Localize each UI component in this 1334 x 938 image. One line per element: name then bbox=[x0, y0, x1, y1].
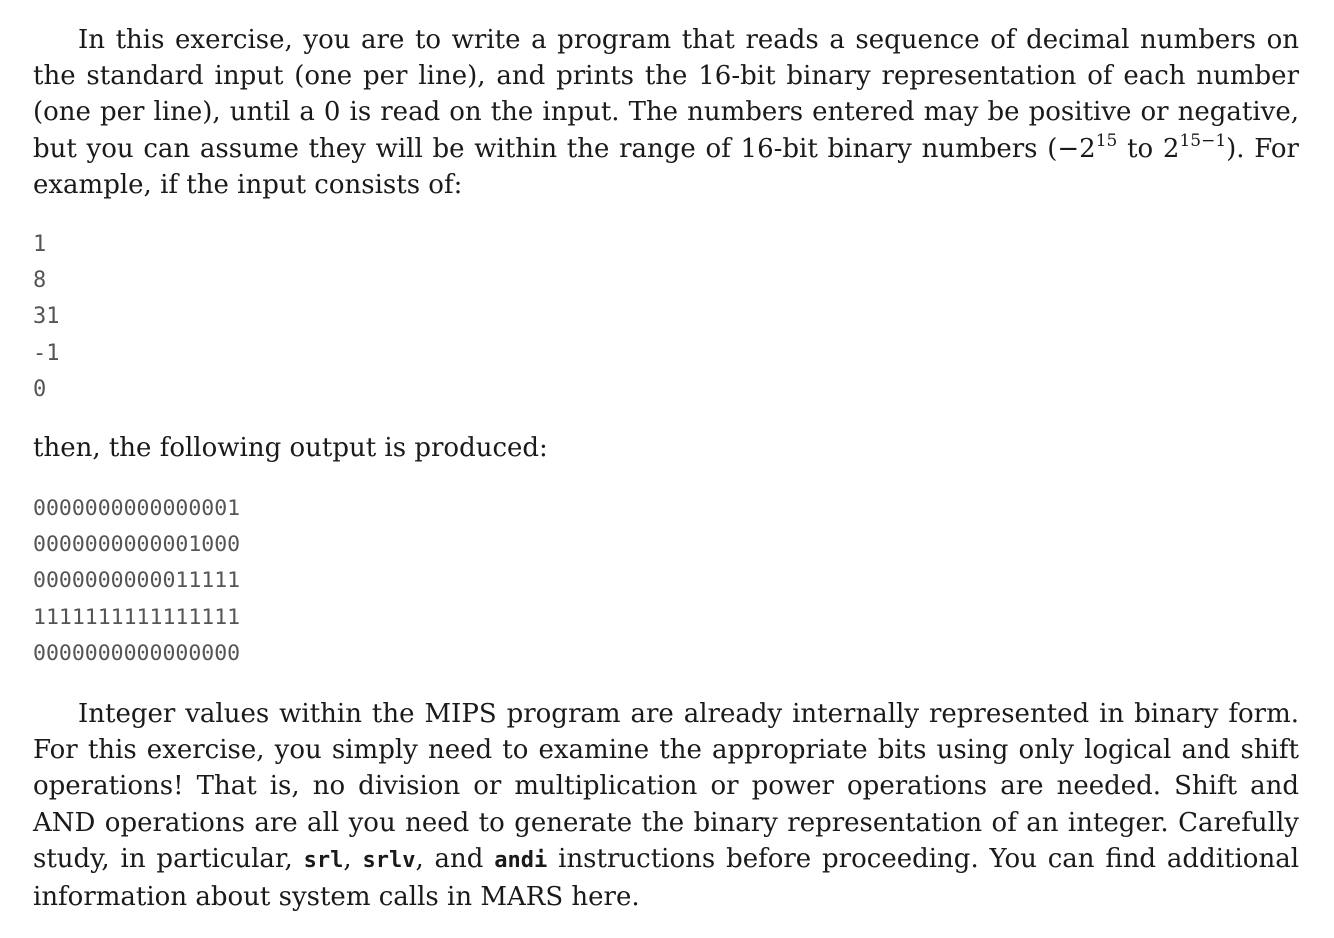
instructions-paragraph bbox=[33, 696, 1299, 915]
output-line: 0000000000001000 bbox=[33, 532, 241, 558]
code-srlv: srlv bbox=[362, 847, 416, 873]
example-output-block bbox=[33, 491, 240, 672]
mars-here-link[interactable]: here bbox=[571, 882, 632, 913]
intro-text-b: to 2 bbox=[1117, 133, 1180, 164]
input-line: 1 bbox=[33, 232, 47, 257]
instructions-text-e: . bbox=[631, 882, 640, 913]
intro-text-c: ). For example, if the input consists of: bbox=[33, 133, 1299, 200]
input-line: 31 bbox=[33, 304, 60, 330]
intro-text-a: In this exercise, you are to write a program that reads a sequence of decimal numbers on the standard input (one per line), and prints the 16-bit binary representation of each number (one per line), until a 0 is read on the input. The numbers entered may be positive or negative, but you can assume they will be within the range of 16-bit binary numbers (−2 bbox=[33, 25, 1299, 164]
code-srl: srl bbox=[303, 847, 344, 873]
output-intro-paragraph: then, the following output is produced: bbox=[33, 433, 548, 463]
code-andi: andi bbox=[494, 847, 548, 873]
instructions-text-b: , bbox=[343, 843, 363, 874]
instructions-text-c: , and bbox=[415, 843, 495, 874]
output-line: 0000000000000000 bbox=[33, 640, 241, 666]
example-input-block bbox=[33, 227, 60, 408]
exponent-15: 15 bbox=[1095, 130, 1118, 151]
instructions-text-d: instructions before proceeding. You can find additional information about system calls in MARS bbox=[33, 843, 1300, 913]
input-line: 8 bbox=[33, 268, 47, 294]
output-line: 0000000000011111 bbox=[33, 568, 241, 594]
intro-paragraph bbox=[33, 22, 1299, 203]
input-line: 0 bbox=[33, 376, 47, 402]
instructions-text-a: Integer values within the MIPS program are already internally represented in binary form. For this exercise, you simply need to examine the appropriate bits using only logical and shift operations! That is, no division or multiplication or power operations are needed. Shift and AND operations are all you need to generate the binary representation of an integer. Carefully study, in particular, bbox=[33, 699, 1299, 874]
exponent-15-minus-1: 15−1 bbox=[1179, 130, 1227, 151]
output-line: 0000000000000001 bbox=[33, 496, 241, 521]
output-line: 1111111111111111 bbox=[33, 604, 241, 630]
input-line: -1 bbox=[33, 340, 60, 366]
